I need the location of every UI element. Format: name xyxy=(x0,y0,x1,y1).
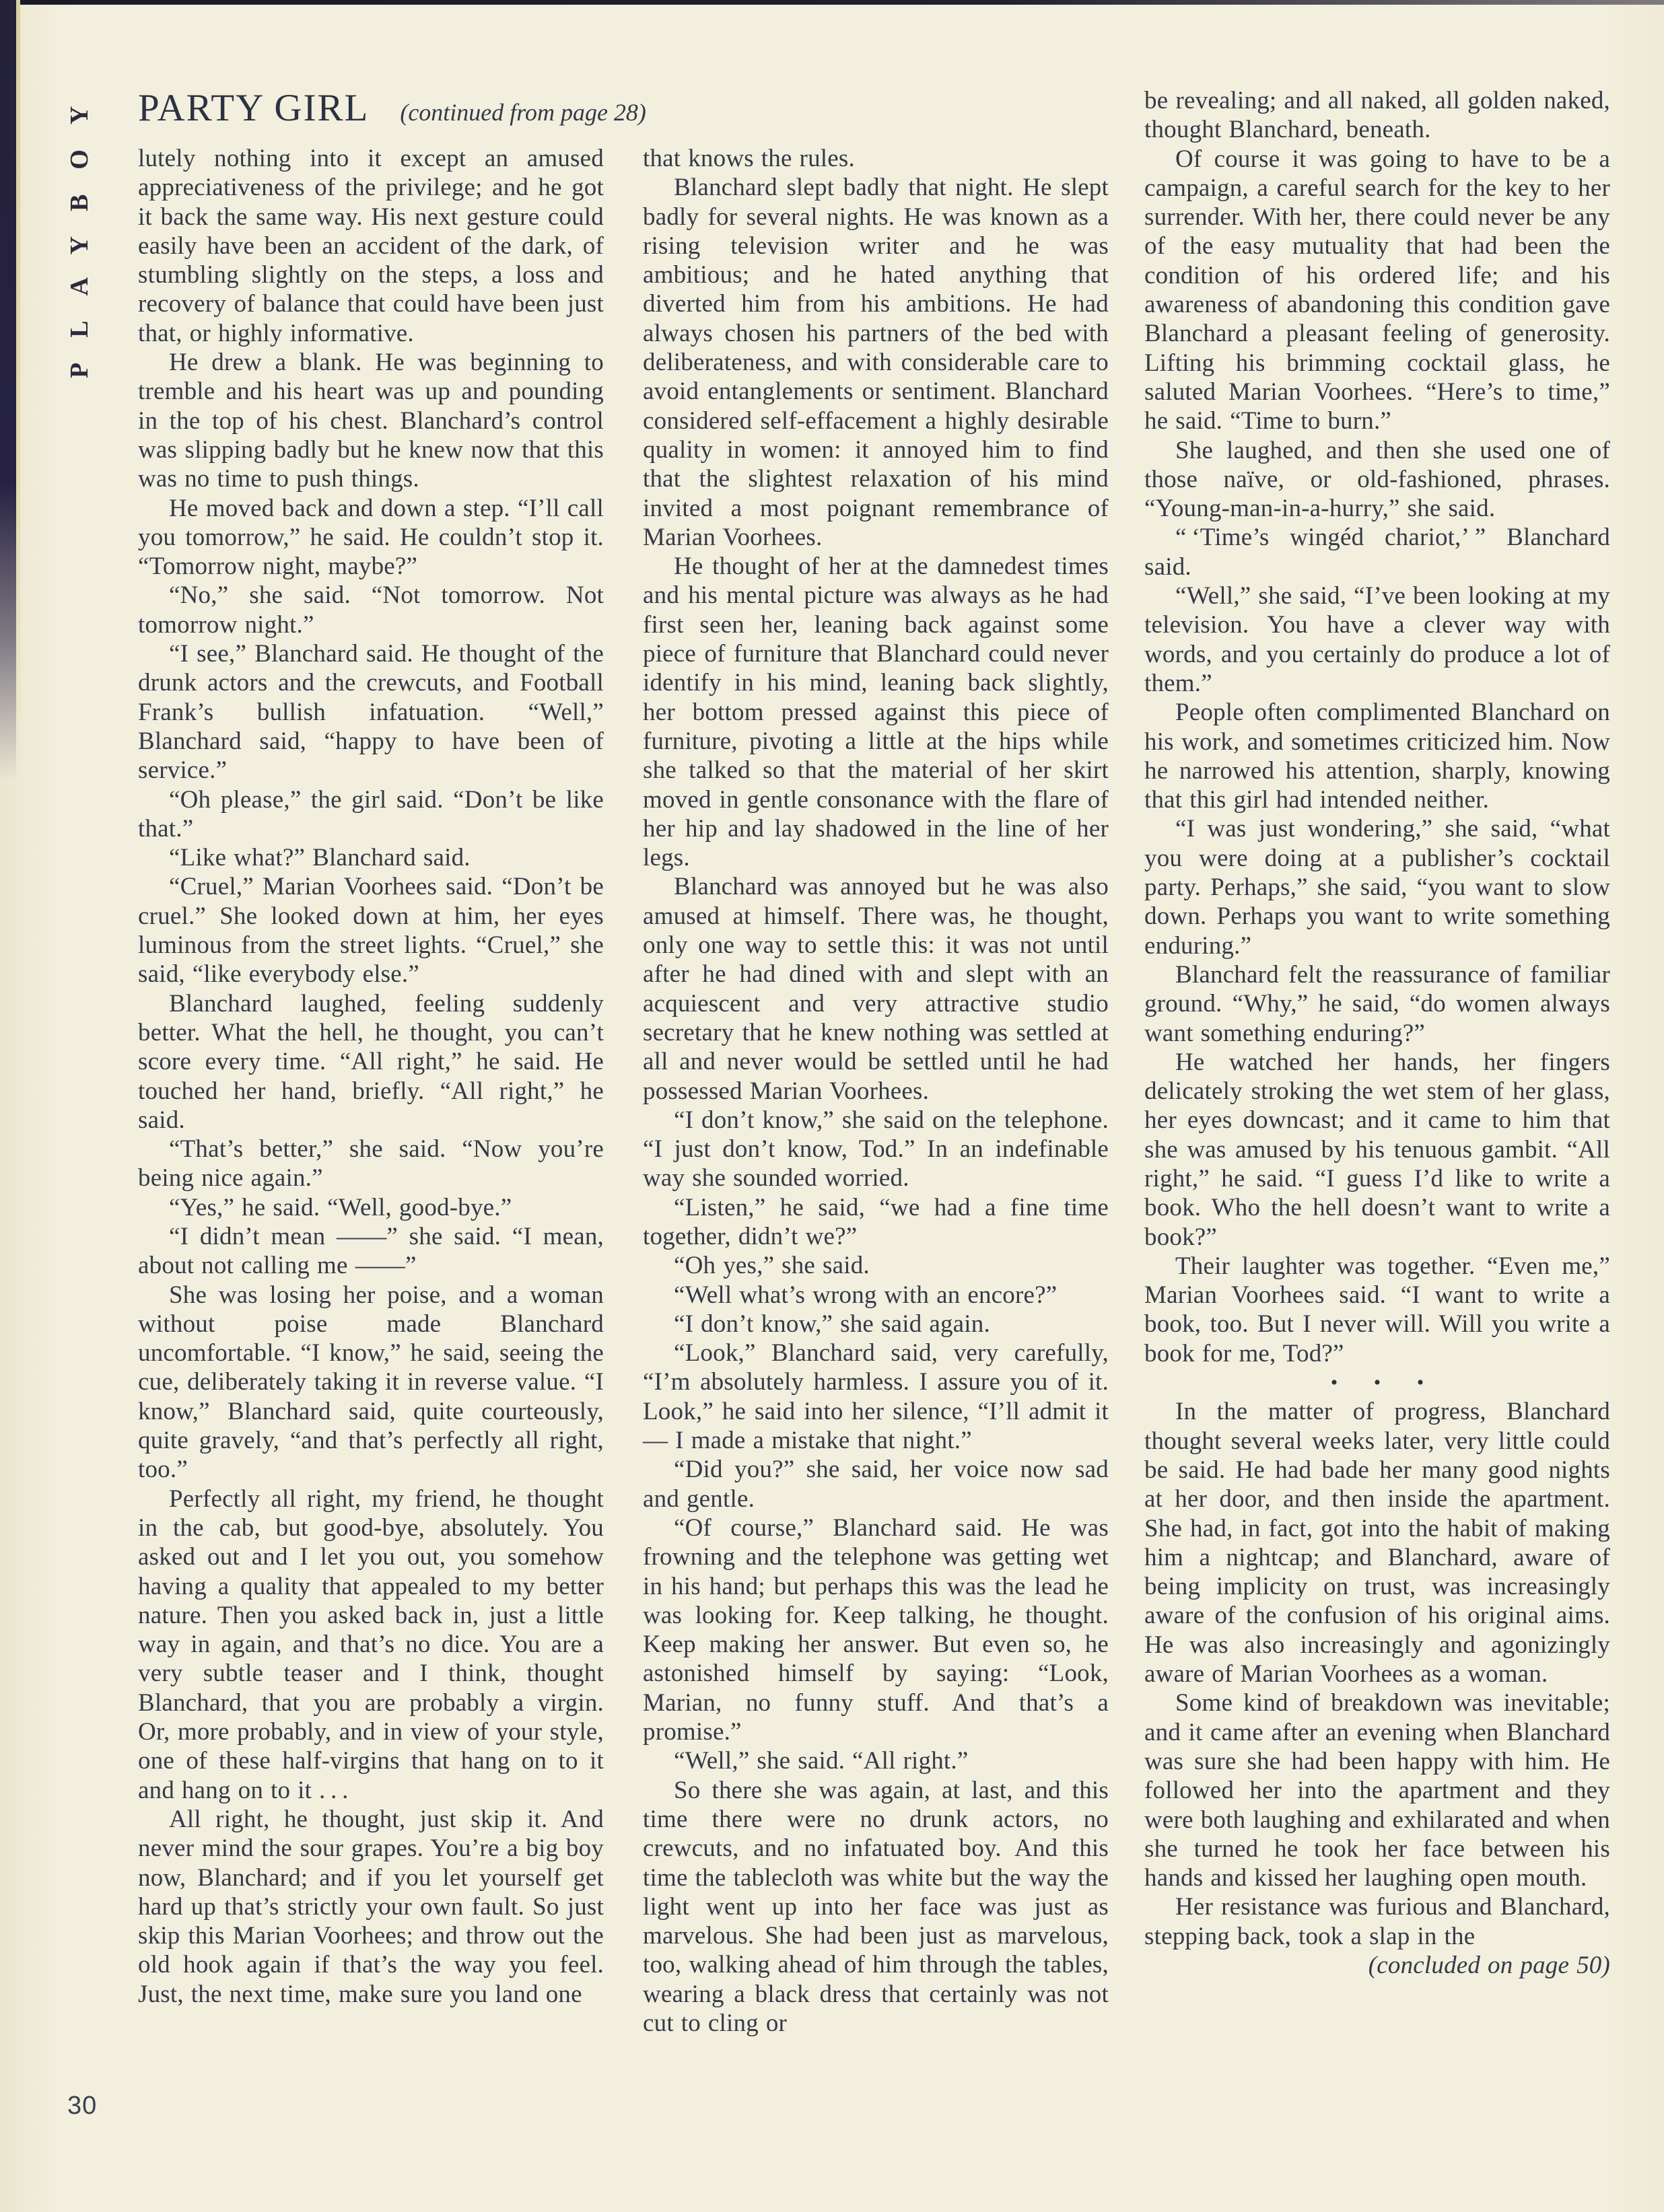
story-paragraph: Blanchard slept badly that night. He slept badly for several nights. He was known as a rising television writer and he was ambitious; and he hated anything that diverted him from his ambitions. He had always chosen his partners of the bed with deliberateness, and with considerable care to avoid entanglements or sentiment. Blanchard considered self-effacement a highly desirable quality in women: it annoyed him to find that the slightest relaxation of his mind invited a most poignant remembrance of Marian Voorhees. xyxy=(643,174,1109,551)
story-paragraph: “Like what?” Blanchard said. xyxy=(169,844,471,872)
text-column-3 xyxy=(1144,86,1610,1980)
story-paragraph: “ ‘Time’s wingéd chariot,’ ” Blanchard said. xyxy=(1144,524,1610,581)
story-paragraph: She was losing her poise, and a woman without poise made Blanchard uncomfortable. “I know,” he said, seeing the cue, deliberately taking it in reverse value. “I know,” Blanchard said, quite courteously, quite gravely, “and that’s perfectly all right, too.” xyxy=(138,1281,604,1484)
story-paragraph: “Did you?” she said, her voice now sad and gentle. xyxy=(643,1456,1109,1513)
story-paragraph: Perfectly all right, my friend, he thought in the cab, but good-bye, absolutely. You asked out and I let you out, you somehow having a quality that appealed to my better nature. Then you asked back in, just a little way in again, and that’s no dice. You are a very subtle teaser and I think, thought Blanchard, that you are probably a virgin. Or, more probably, and in view of your style, one of these half-virgins that hang on to it and hang on to it . . . xyxy=(138,1485,604,1804)
page-number: 30 xyxy=(67,2092,98,2120)
article-header xyxy=(138,86,1080,130)
story-paragraph: “That’s better,” she said. “Now you’re being nice again.” xyxy=(138,1135,604,1192)
continuation-note: (continued from page 28) xyxy=(400,99,646,126)
story-paragraph: He watched her hands, her fingers delicately stroking the wet stem of her glass, her eyes downcast; and it came to him that she was amused by his tenuous gambit. “All right,” he said. “I guess I’d like to write a book. Who the hell doesn’t want to write a book?” xyxy=(1144,1048,1610,1251)
concluded-note: (concluded on page 50) xyxy=(1368,1952,1610,1979)
story-paragraph: “I see,” Blanchard said. He thought of the drunk actors and the crewcuts, and Football Frank’s bullish infatuation. “Well,” Blanchard said, “happy to have been of service.” xyxy=(138,640,604,785)
story-paragraph: “Look,” Blanchard said, very carefully, “I’m absolutely harmless. I assure you of it. Look,” he said into her silence, “I’ll admit it — I made a mistake that night.” xyxy=(643,1339,1109,1455)
story-paragraph: She laughed, and then she used one of those naïve, or old-fashioned, phrases. “Young-man-in-a-hurry,” she said. xyxy=(1144,436,1610,523)
story-paragraph: He moved back and down a step. “I’ll call you tomorrow,” he said. He couldn’t stop it. “Tomorrow night, maybe?” xyxy=(138,494,604,581)
story-paragraph: “Oh please,” the girl said. “Don’t be like that.” xyxy=(138,785,604,843)
story-paragraph: “Cruel,” Marian Voorhees said. “Don’t be cruel.” She looked down at him, her eyes luminous from the street lights. “Cruel,” she said, “like everybody else.” xyxy=(138,873,604,989)
story-paragraph: “Oh yes,” she said. xyxy=(674,1252,870,1280)
story-paragraph: “Well what’s wrong with an encore?” xyxy=(674,1281,1058,1309)
story-paragraph: Blanchard laughed, feeling suddenly better. What the hell, he thought, you can’t score every time. “All right,” he said. He touched her hand, briefly. “All right,” he said. xyxy=(138,989,604,1134)
story-paragraph: “Well,” she said. “All right.” xyxy=(674,1747,969,1775)
page-edge-highlight xyxy=(16,0,20,781)
page-edge-bar xyxy=(0,0,16,781)
story-paragraph: “I don’t know,” she said again. xyxy=(674,1310,990,1338)
story-paragraph: Some kind of breakdown was inevitable; and it came after an evening when Blanchard was sure she had been happy with him. He followed her into the apartment and they were both laughing and exhilarated and when she turned he took her face between his hands and kissed her laughing open mouth. xyxy=(1144,1689,1610,1892)
story-paragraph: “I was just wondering,” she said, “what you were doing at a publisher’s cocktail party. Perhaps,” she said, “you want to slow down. Perhaps you want to write something enduring.” xyxy=(1144,815,1610,960)
text-column-1 xyxy=(138,144,604,2009)
story-paragraph: Of course it was going to have to be a campaign, a careful search for the key to her surrender. With her, there could never be any of the easy mutuality that had been the condition of his ordered life; and his awareness of abandoning this condition gave Blanchard a pleasant feeling of generosity. Lifting his brimming cocktail glass, he saluted Marian Voorhees. “Here’s to time,” he said. “Time to burn.” xyxy=(1144,145,1610,435)
story-paragraph: “Listen,” he said, “we had a fine time together, didn’t we?” xyxy=(643,1193,1109,1250)
story-paragraph: He drew a blank. He was beginning to tremble and his heart was up and pounding in the top of his chest. Blanchard’s control was slipping badly but he knew now that this was no time to push things. xyxy=(138,349,604,493)
story-paragraph: All right, he thought, just skip it. And never mind the sour grapes. You’re a big boy now, Blanchard; and if you let yourself get hard up that’s strictly your own fault. So just skip this Marian Voorhees; and throw out the old hook again if that’s the way you feel. Just, the next time, make sure you land one xyxy=(138,1805,604,2008)
story-paragraph: “Yes,” he said. “Well, good-bye.” xyxy=(169,1193,512,1221)
text-column-2 xyxy=(643,144,1109,2038)
story-paragraph: People often complimented Blanchard on his work, and sometimes criticized him. Now he narrowed his attention, sharply, knowing that this girl had intended neither. xyxy=(1144,699,1610,814)
story-paragraph: lutely nothing into it except an amused appreciativeness of the privilege; and he got it back the same way. His next gesture could easily have been an accident of the dark, of stumbling slightly on the steps, a loss and recovery of balance that could have been just that, or highly informative. xyxy=(138,145,604,347)
story-paragraph: “No,” she said. “Not tomorrow. Not tomorrow night.” xyxy=(138,581,604,639)
story-paragraph: “Of course,” Blanchard said. He was frowning and the telephone was getting wet in his hand; but perhaps this was the lead he was looking for. Keep talking, he thought. Keep making her answer. But even so, he astonished himself by saying: “Look, Marian, no funny stuff. And that’s a promise.” xyxy=(643,1513,1109,1746)
story-paragraph: “I don’t know,” she said on the telephone. “I just don’t know, Tod.” In an indefinable way she sounded worried. xyxy=(643,1106,1109,1192)
story-paragraph: He thought of her at the damnedest times and his mental picture was always as he had first seen her, leaning back against some piece of furniture that Blanchard could never identify in his mind, leaning back slightly, her bottom pressed against this piece of furniture, pivoting a little at the hips while she talked so that the material of her skirt moved in gentle consonance with the flare of her hip and lay shadowed in the line of her legs. xyxy=(643,552,1109,872)
story-paragraph: In the matter of progress, Blanchard thought several weeks later, very little could be said. He had bade her many good nights at her door, and then inside the apartment. She had, in fact, got into the habit of making him a nightcap; and Blanchard, aware of being implicity on trust, was increasingly aware of the confusion of his original aims. He was also increasingly and agonizingly aware of Marian Voorhees as a woman. xyxy=(1144,1398,1610,1688)
story-paragraph: that knows the rules. xyxy=(643,145,855,172)
story-paragraph: Blanchard was annoyed but he was also amused at himself. There was, he thought, only one way to settle this: it was not until after he had dined with and slept with an acquiescent and very attractive studio secretary that he knew nothing was settled at all and never would be settled until he had possessed Marian Voorhees. xyxy=(643,873,1109,1105)
magazine-spine-title: PLAYBOY xyxy=(65,81,94,378)
story-paragraph: “Well,” she said, “I’ve been looking at my television. You have a clever way with words, and you certainly do produce a lot of them.” xyxy=(1144,582,1610,697)
article-title: PARTY GIRL xyxy=(138,87,370,129)
page-top-edge xyxy=(0,0,1664,5)
story-paragraph: Their laughter was together. “Even me,” Marian Voorhees said. “I want to write a book, too. But I never will. Will you write a book for me, Tod?” xyxy=(1144,1252,1610,1367)
story-paragraph: “I didn’t mean ——” she said. “I mean, about not calling me ——” xyxy=(138,1222,604,1280)
section-separator: • • • xyxy=(1330,1371,1424,1394)
story-paragraph: be revealing; and all naked, all golden naked, thought Blanchard, beneath. xyxy=(1144,87,1610,144)
story-paragraph: Her resistance was furious and Blanchard, stepping back, took a slap in the xyxy=(1144,1893,1610,1950)
story-paragraph: So there she was again, at last, and this time there were no drunk actors, no crewcuts, and no infatuated boy. And this time the tablecloth was white but the way the light went up into her face was just as marvelous. She had been just as marvelous, too, walking ahead of him through the tables, wearing a black dress that certainly was not cut to cling or xyxy=(643,1776,1109,2037)
story-paragraph: Blanchard felt the reassurance of familiar ground. “Why,” he said, “do women always want something enduring?” xyxy=(1144,960,1610,1047)
